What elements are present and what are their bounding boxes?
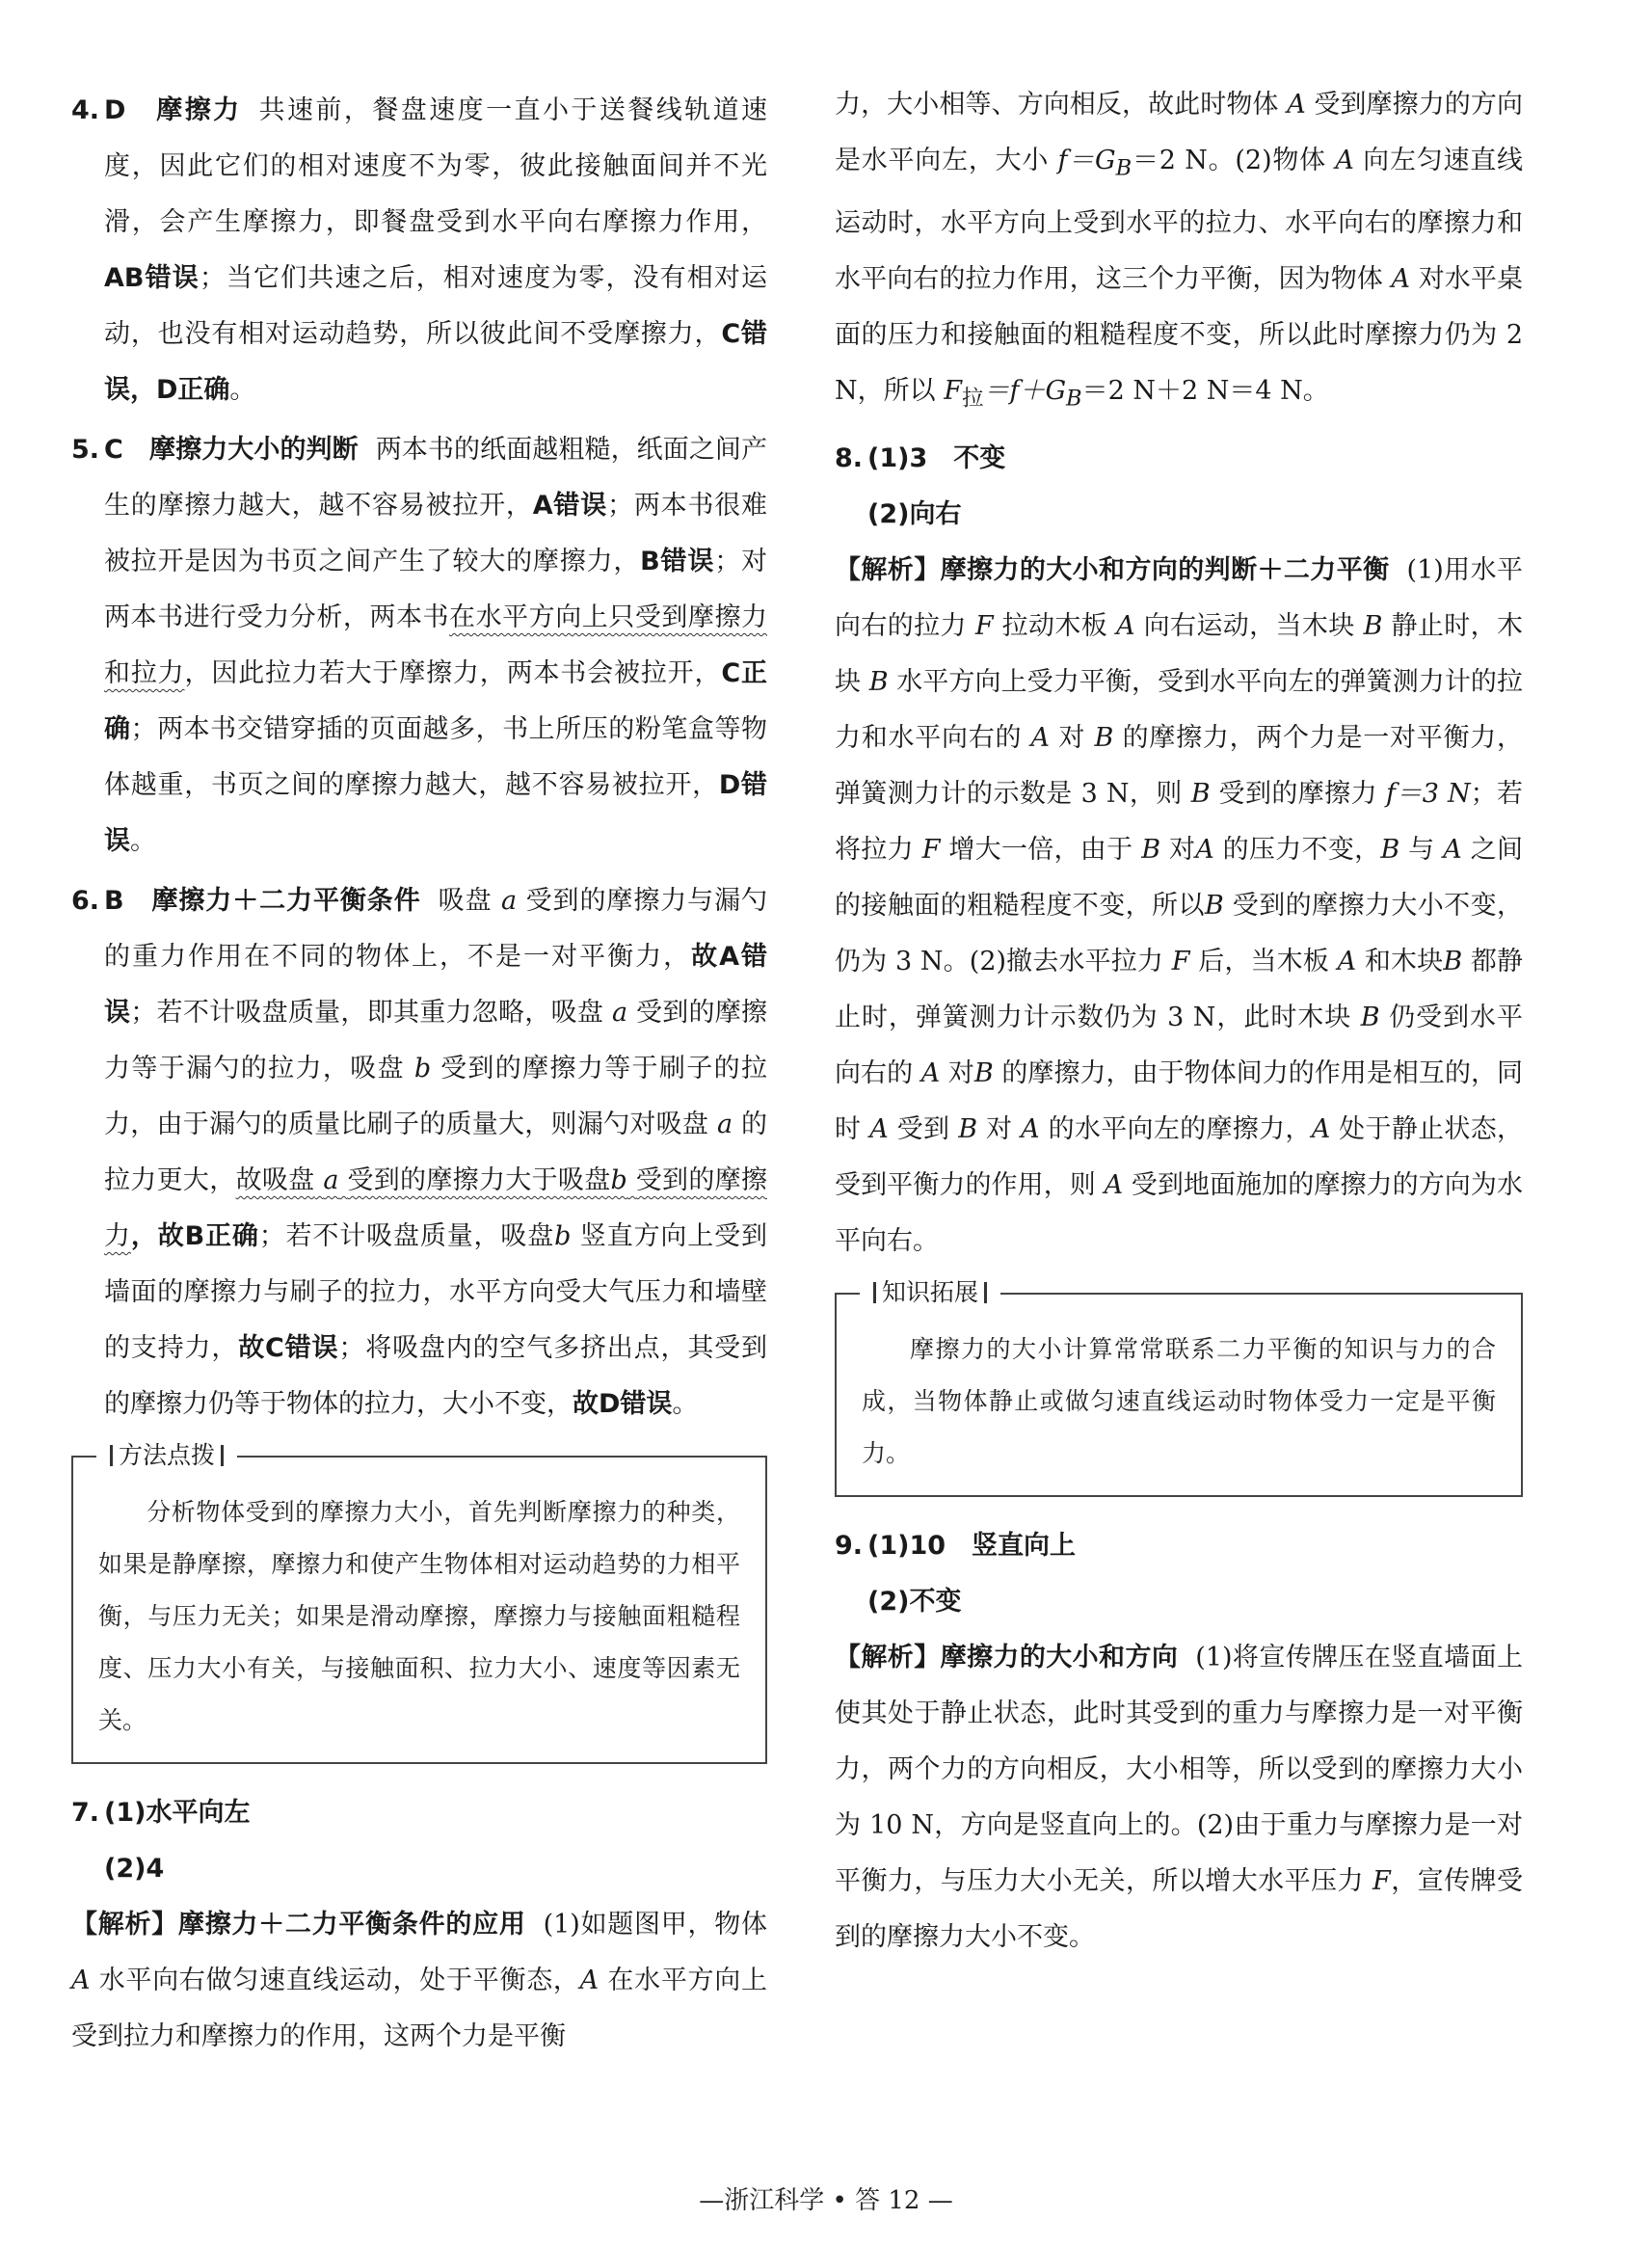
box-text: 摩擦力的大小计算常常联系二力平衡的知识与力的合成，当物体静止或做匀速直线运动时物体受力一定是平衡力。 — [862, 1334, 1496, 1467]
analysis-text: 【解析】摩擦力＋二力平衡条件的应用 (1)如题图甲，物体 A 水平向右做匀速直线运动，处于平衡态，A 在水平方向上受到拉力和摩擦力的作用，这两个力是平衡 — [71, 1910, 768, 2051]
answer-item-6: 6. B 摩擦力＋二力平衡条件 吸盘 a 受到的摩擦力与漏勺的重力作用在不同的物体上，不是一对平衡力，故A错误；若不计吸盘质量，即其重力忽略，吸盘 a 受到的摩擦力等于漏勺的拉力，吸盘 b 受到的摩擦力等于刷子的拉力，由于漏勺的质量比刷子的质量大，则漏勺对吸盘 a 的拉力更大，故吸盘 a 受到的摩擦力大于吸盘b 受到的摩擦力，故B正确；若不计吸盘质量，吸盘b 竖直方向上受到墙面的摩擦力与刷子的拉力，水平方向受大气压力和墙壁的支持力，故C错误；将吸盘内的空气多挤出点，其受到的摩擦力仍等于物体的拉力，大小不变，故D错误。 — [71, 873, 767, 1432]
answer-letter: C — [104, 435, 123, 465]
box-text: 分析物体受到的摩擦力大小，首先判断摩擦力的种类，如果是静摩擦，摩擦力和使产生物体相对运动趋势的力相平衡，与压力无关；如果是滑动摩擦，摩擦力与接触面粗糙程度、压力大小有关，与接触面积、拉力大小、速度等因素无关。 — [98, 1498, 740, 1734]
sub-answer-1: (1)10 竖直向上 — [867, 1530, 1077, 1561]
answer-item-8 — [835, 431, 1523, 1270]
item-number: 4. — [71, 95, 100, 125]
item-number: 8. — [835, 442, 864, 473]
topic-keyword: 摩擦力＋二力平衡条件 — [151, 886, 421, 916]
item-number: 5. — [71, 435, 100, 465]
knowledge-extension-box — [835, 1277, 1523, 1497]
box-title: 方法点拨 — [96, 1438, 237, 1473]
method-tip-box — [71, 1441, 767, 1764]
wavy-underline-text: 在水平方向上只受到摩擦力和拉力 — [104, 602, 768, 688]
analysis-tag: 【解析】摩擦力的大小和方向 — [835, 1642, 1179, 1672]
answer-item-7 — [71, 1785, 767, 2065]
sub-answer-1: (1)水平向左 — [104, 1798, 251, 1828]
item-number: 9. — [835, 1530, 864, 1561]
box-title: 知识拓展 — [860, 1275, 1000, 1310]
analysis-tag: 【解析】摩擦力的大小和方向的判断＋二力平衡 — [835, 554, 1390, 585]
sub-answer-2: (2)不变 — [867, 1586, 962, 1617]
analysis-tag: 【解析】摩擦力＋二力平衡条件的应用 — [71, 1910, 526, 1939]
analysis-text: 【解析】摩擦力的大小和方向 (1)将宣传牌压在竖直墙面上使其处于静止状态，此时其受到的重力与摩擦力是一对平衡力，两个力的方向相反，大小相等，所以受到的摩擦力大小为 10 N，方向是竖直向上的。(2)由于重力与摩擦力是一对平衡力，与压力大小无关，所以增大水平压力 F，宣传牌受到的摩擦力大小不变。 — [835, 1642, 1524, 1952]
equation: f＝3 N — [1385, 778, 1471, 809]
answer-item-9 — [835, 1518, 1523, 1966]
sub-answer-2: (2)向右 — [867, 498, 962, 529]
answer-item-7-continued: 力，大小相等、方向相反，故此时物体 A 受到摩擦力的方向是水平向左，大小 $f=G_B=2$ N。(2)物体 A 向左匀速直线运动时，水平方向上受到水平的拉力、水平向右的摩擦力和水平向右的拉力作用，这三个力平衡，因为物体 A 对水平桌面的压力和接触面的粗糙程度不变，所以此时摩擦力仍为 2 N，所以 $F_拉=f+G_B=2$ N＋2 N＝4 N。 — [835, 90, 1524, 412]
analysis-text: 【解析】摩擦力的大小和方向的判断＋二力平衡 (1)用水平向右的拉力 F 拉动木板 A 向右运动，当木块 B 静止时，木块 B 水平方向上受力平衡，受到水平向左的弹簧测力计的拉力和水平向右的 A 对 B 的摩擦力，两个力是一对平衡力，弹簧测力计的示数是 3 N，则 B 受到的摩擦力 f＝3 N；若将拉力 F 增大一倍，由于 B 对A 的压力不变，B 与 A 之间的接触面的粗糙程度不变，所以B 受到的摩擦力大小不变，仍为 3 N。(2)撤去水平拉力 F 后，当木板 A 和木块B 都静止时，弹簧测力计示数仍为 3 N，此时木块 B 仍受到水平向右的 A 对B 的摩擦力，由于物体间力的作用是相互的，同时 A 受到 B 对 A 的水平向左的摩擦力，A 处于静止状态，受到平衡力的作用，则 A 受到地面施加的摩擦力的方向为水平向右。 — [835, 554, 1524, 1256]
answer-letter: B — [104, 886, 124, 916]
left-column — [71, 83, 767, 2065]
answer-letter: D — [104, 95, 126, 125]
right-column — [835, 77, 1523, 1966]
sub-answer-2: (2)4 — [104, 1854, 165, 1884]
item-number: 7. — [71, 1798, 100, 1828]
equation: f＝G — [1057, 146, 1116, 175]
answer-item-4: 4. D 摩擦力 共速前，餐盘速度一直小于送餐线轨道速度，因此它们的相对速度不为零，彼此接触面间并不光滑，会产生摩擦力，即餐盘受到水平向右摩擦力作用，AB错误；当它们共速之后，相对速度为零，没有相对运动，也没有相对运动趋势，所以彼此间不受摩擦力，C错误，D正确。 — [71, 83, 767, 418]
answer-item-5: 5. C 摩擦力大小的判断 两本书的纸面越粗糙，纸面之间产生的摩擦力越大，越不容易被拉开，A错误；两本书很难被拉开是因为书页之间产生了较大的摩擦力，B错误；对两本书进行受力分析，两本书在水平方向上只受到摩擦力和拉力，因此拉力若大于摩擦力，两本书会被拉开，C正确；两本书交错穿插的页面越多，书上所压的粉笔盒等物体越重，书页之间的摩擦力越大，越不容易被拉开，D错误。 — [71, 422, 767, 869]
item-number: 6. — [71, 886, 100, 916]
sub-answer-1: (1)3 不变 — [867, 442, 1006, 473]
wavy-underline-text: 故吸盘 a 受到的摩擦力大于吸盘b 受到的摩擦力 — [104, 1165, 767, 1251]
page-footer: —浙江科学 • 答 12 — — [699, 2186, 953, 2215]
topic-keyword: 摩擦力大小的判断 — [149, 435, 359, 465]
topic-keyword: 摩擦力 — [156, 95, 242, 125]
